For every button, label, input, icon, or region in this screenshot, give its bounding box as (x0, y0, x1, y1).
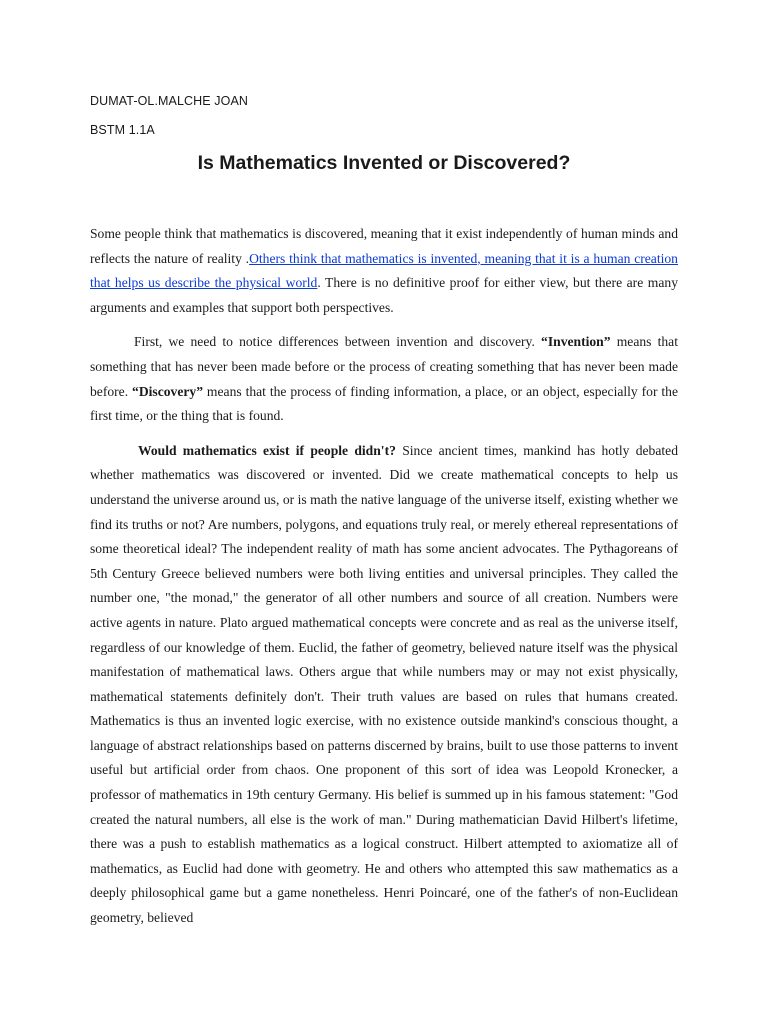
section-code: BSTM 1.1A (90, 123, 155, 137)
paragraph-intro (90, 222, 678, 320)
history-text: Since ancient times, mankind has hotly debated whether mathematics was discovered or invented. Did we create mathematical concepts to help us understand the universe around us, or is math the native language of the universe itself, existing whether we find its truths or not? Are numbers, polygons, and equations truly real, or merely ethereal representations of some theoretical ideal? The independent reality of math has some ancient advocates. The Pythagoreans of 5th Century Greece believed numbers were both living entities and universal principles. They called the number one, "the monad," the generator of all other numbers and source of all creation. Numbers were active agents in nature. Plato argued mathematical concepts were concrete and as real as the universe itself, regardless of our knowledge of them. Euclid, the father of geometry, believed nature itself was the physical manifestation of mathematical laws. Others argue that while numbers may or may not exist physically, mathematical statements definitely don't. Their truth values are based on rules that humans created. Mathematics is thus an invented logic exercise, with no existence outside mankind's conscious thought, a language of abstract relationships based on patterns discerned by brains, built to use those patterns to invent useful but artificial order from chaos. One proponent of this sort of idea was Leopold Kronecker, a professor of mathematics in 19th century Germany. His belief is summed up in his famous statement: "God created the natural numbers, all else is the work of man." During mathematician David Hilbert's lifetime, there was a push to establish mathematics as a logical construct. Hilbert attempted to axiomatize all of mathematics, as Euclid had done with geometry. He and others who attempted this saw mathematics as a deeply philosophical game but a game nonetheless. Henri Poincaré, one of the father's of non-Euclidean geometry, believed (90, 442, 678, 926)
paragraph-definitions (90, 330, 678, 428)
intro-text-start: Some people think that mathematics is discovered, meaning that it exist independently of human minds and reflects the nature of reality . (90, 226, 678, 266)
document-body (90, 222, 678, 931)
document-title: Is Mathematics Invented or Discovered? (197, 152, 571, 174)
term-invention: “Invention” (541, 334, 611, 350)
definitions-text-end: means that the process of finding information, a place, or an object, especially for the first time, or the thing that is found. (90, 383, 679, 424)
term-discovery: “Discovery” (132, 383, 204, 399)
history-lead-question: Would mathematics exist if people didn't? (138, 442, 396, 458)
intro-text-end: . There is no definitive proof for either view, but there are many arguments and examples that support both perspectives. (90, 275, 678, 315)
intro-hyperlink[interactable]: Others think that mathematics is invented, meaning that it is a human creation that helps us describe the physical world (90, 250, 678, 291)
paragraph-history (90, 439, 678, 931)
definitions-text-start: First, we need to notice differences between invention and discovery. (134, 334, 542, 350)
author-name: DUMAT-OL.MALCHE JOAN (90, 94, 249, 108)
definitions-text-middle: means that something that has never been made before or the process of creating something that has never been made before. (90, 334, 678, 399)
